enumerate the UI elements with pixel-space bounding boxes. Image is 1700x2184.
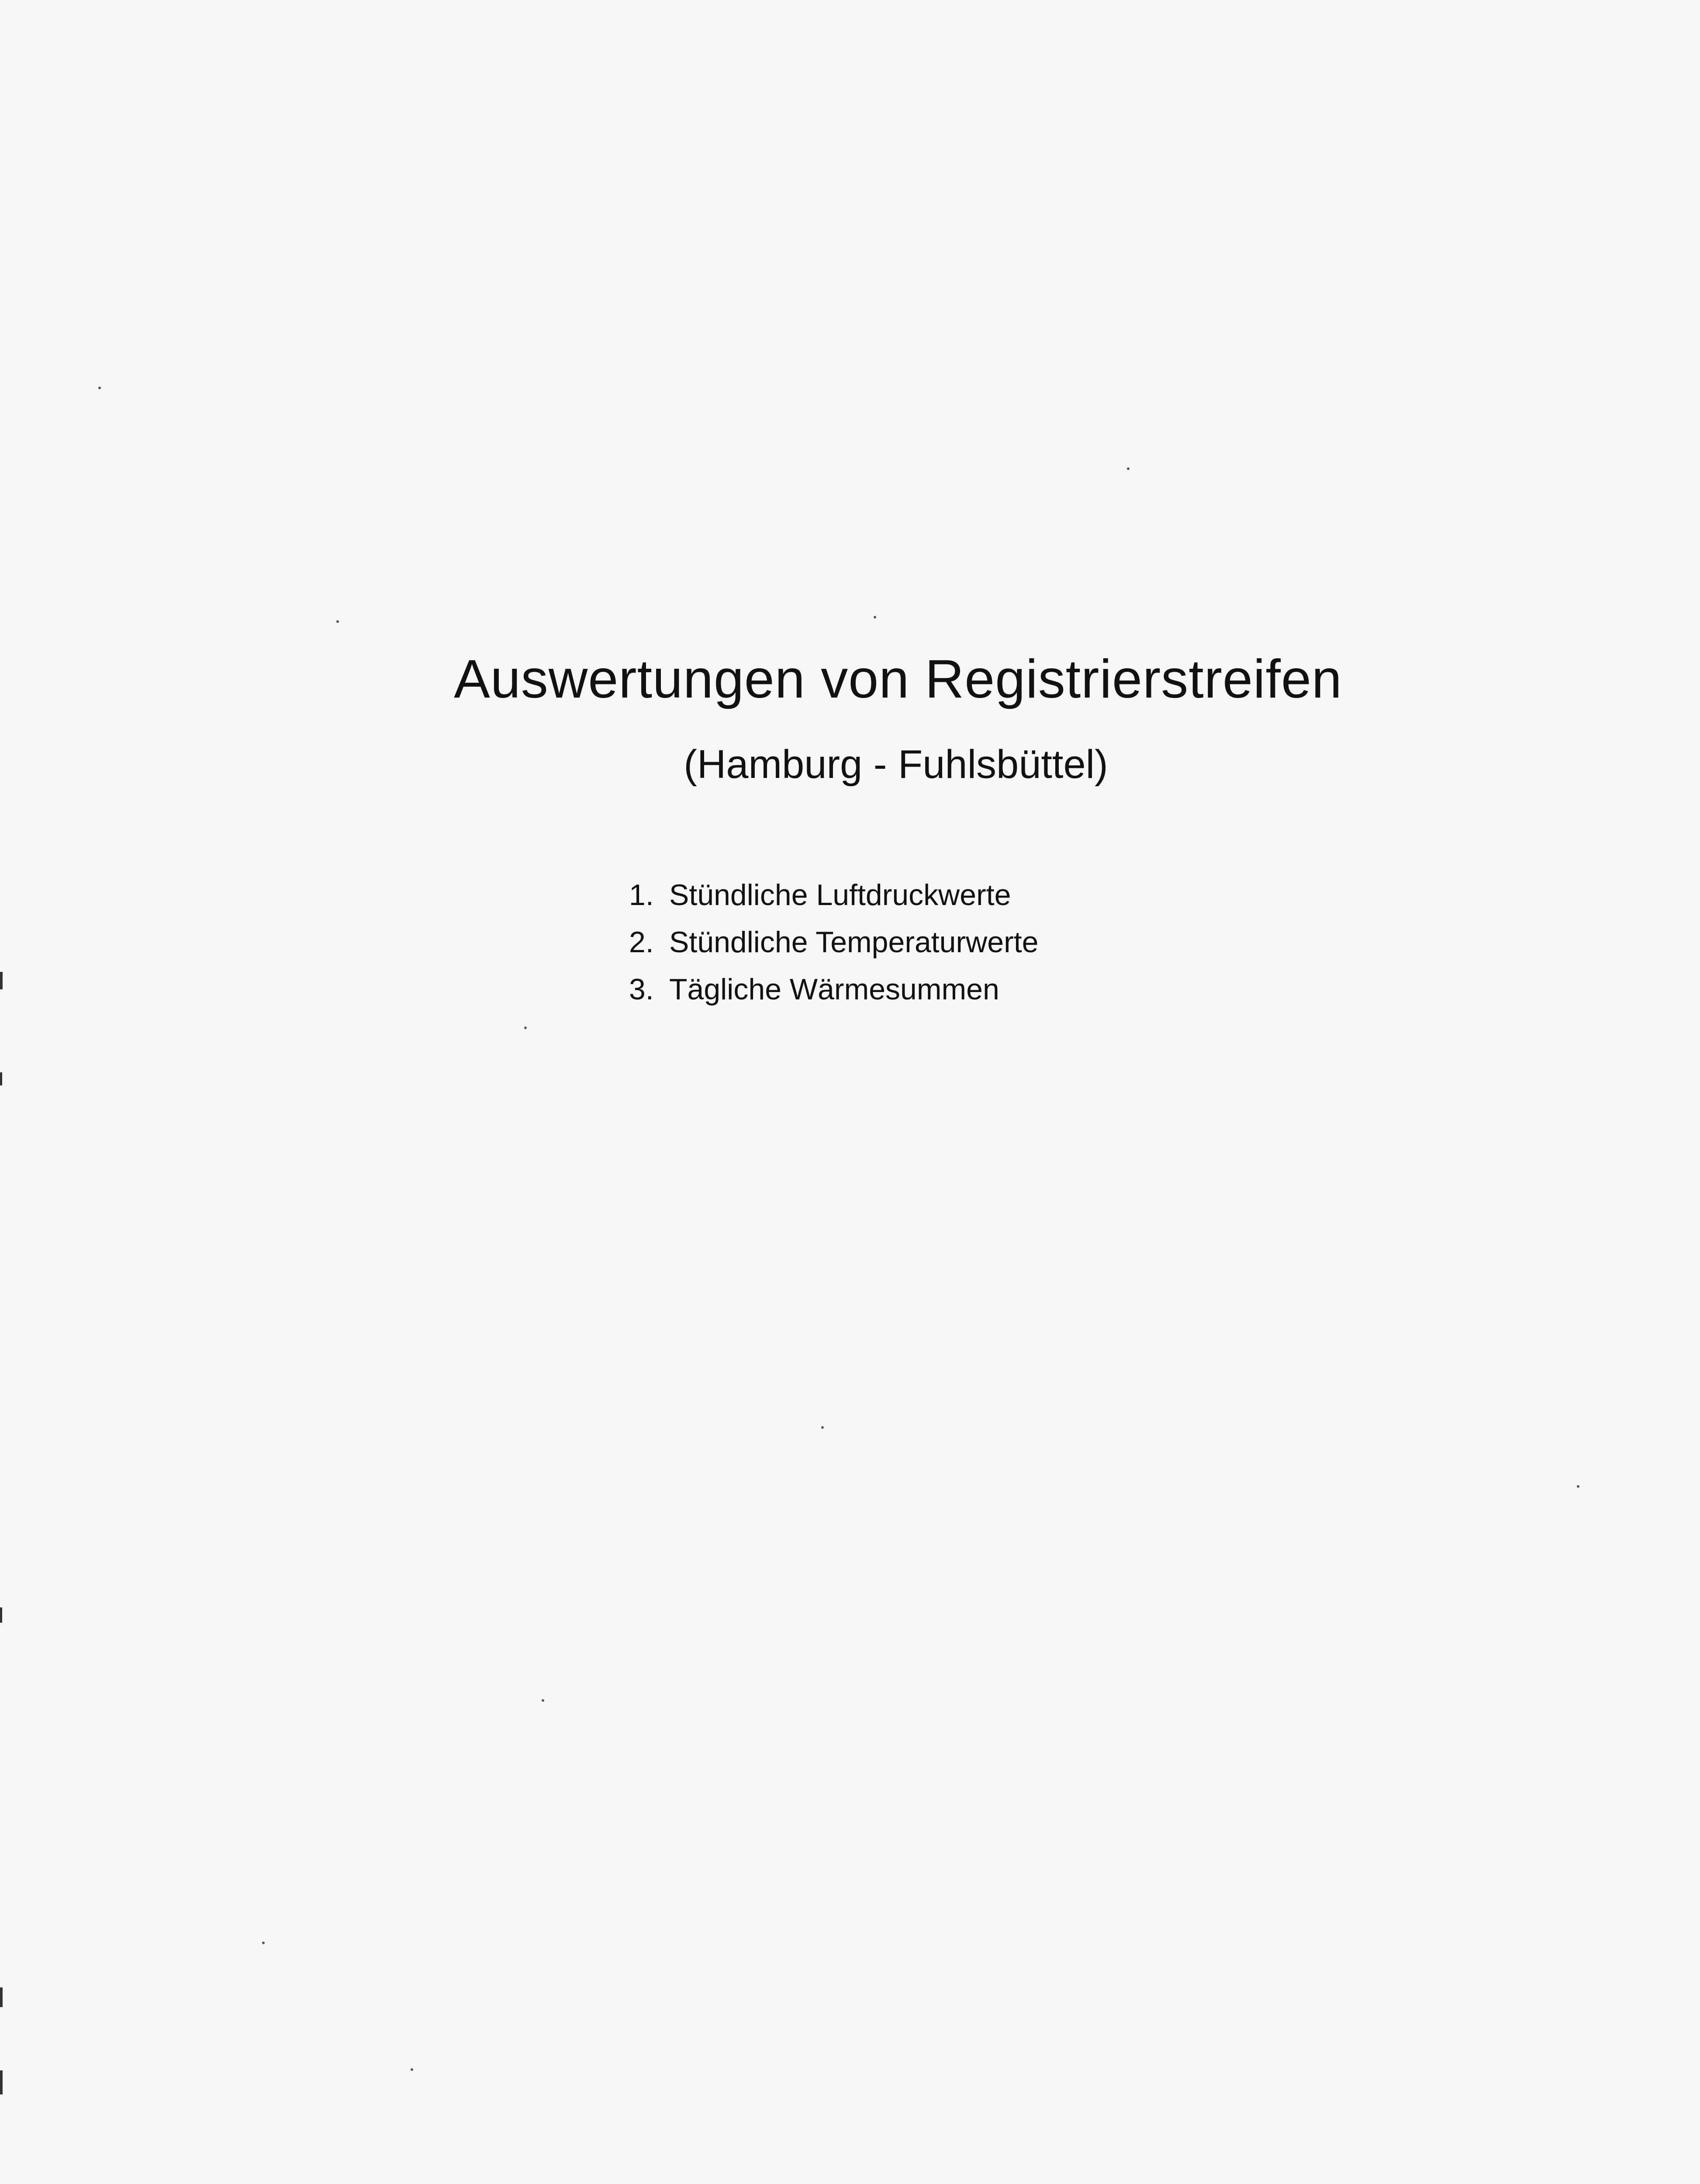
scan-speck xyxy=(1577,1485,1579,1488)
list-item xyxy=(629,871,1038,919)
edge-mark xyxy=(0,2070,3,2094)
edge-mark xyxy=(0,1607,2,1623)
scan-speck xyxy=(336,620,339,623)
list-item-label: Stündliche Temperaturwerte xyxy=(669,926,1039,959)
scan-speck xyxy=(524,1026,527,1029)
list-item-number: 1. xyxy=(629,878,654,912)
scan-speck xyxy=(821,1426,824,1429)
edge-mark xyxy=(0,972,3,989)
list-item-number: 3. xyxy=(629,973,654,1006)
list-item-label: Stündliche Luftdruckwerte xyxy=(669,878,1011,912)
contents-list xyxy=(629,871,1038,1013)
scan-speck xyxy=(1127,467,1130,470)
edge-mark xyxy=(0,1072,2,1085)
scan-speck xyxy=(542,1699,544,1702)
scan-speck xyxy=(411,2068,413,2071)
list-item xyxy=(629,966,1038,1013)
scan-speck xyxy=(262,1942,265,1944)
list-item xyxy=(629,919,1038,966)
page-subtitle: (Hamburg - Fuhlsbüttel) xyxy=(684,742,1108,787)
list-item-label: Tägliche Wärmesummen xyxy=(669,973,999,1006)
list-item-number: 2. xyxy=(629,926,654,959)
scan-speck xyxy=(874,616,876,619)
scan-speck xyxy=(98,387,101,389)
page-title: Auswertungen von Registrierstreifen xyxy=(454,649,1342,709)
edge-mark xyxy=(0,1987,3,2007)
